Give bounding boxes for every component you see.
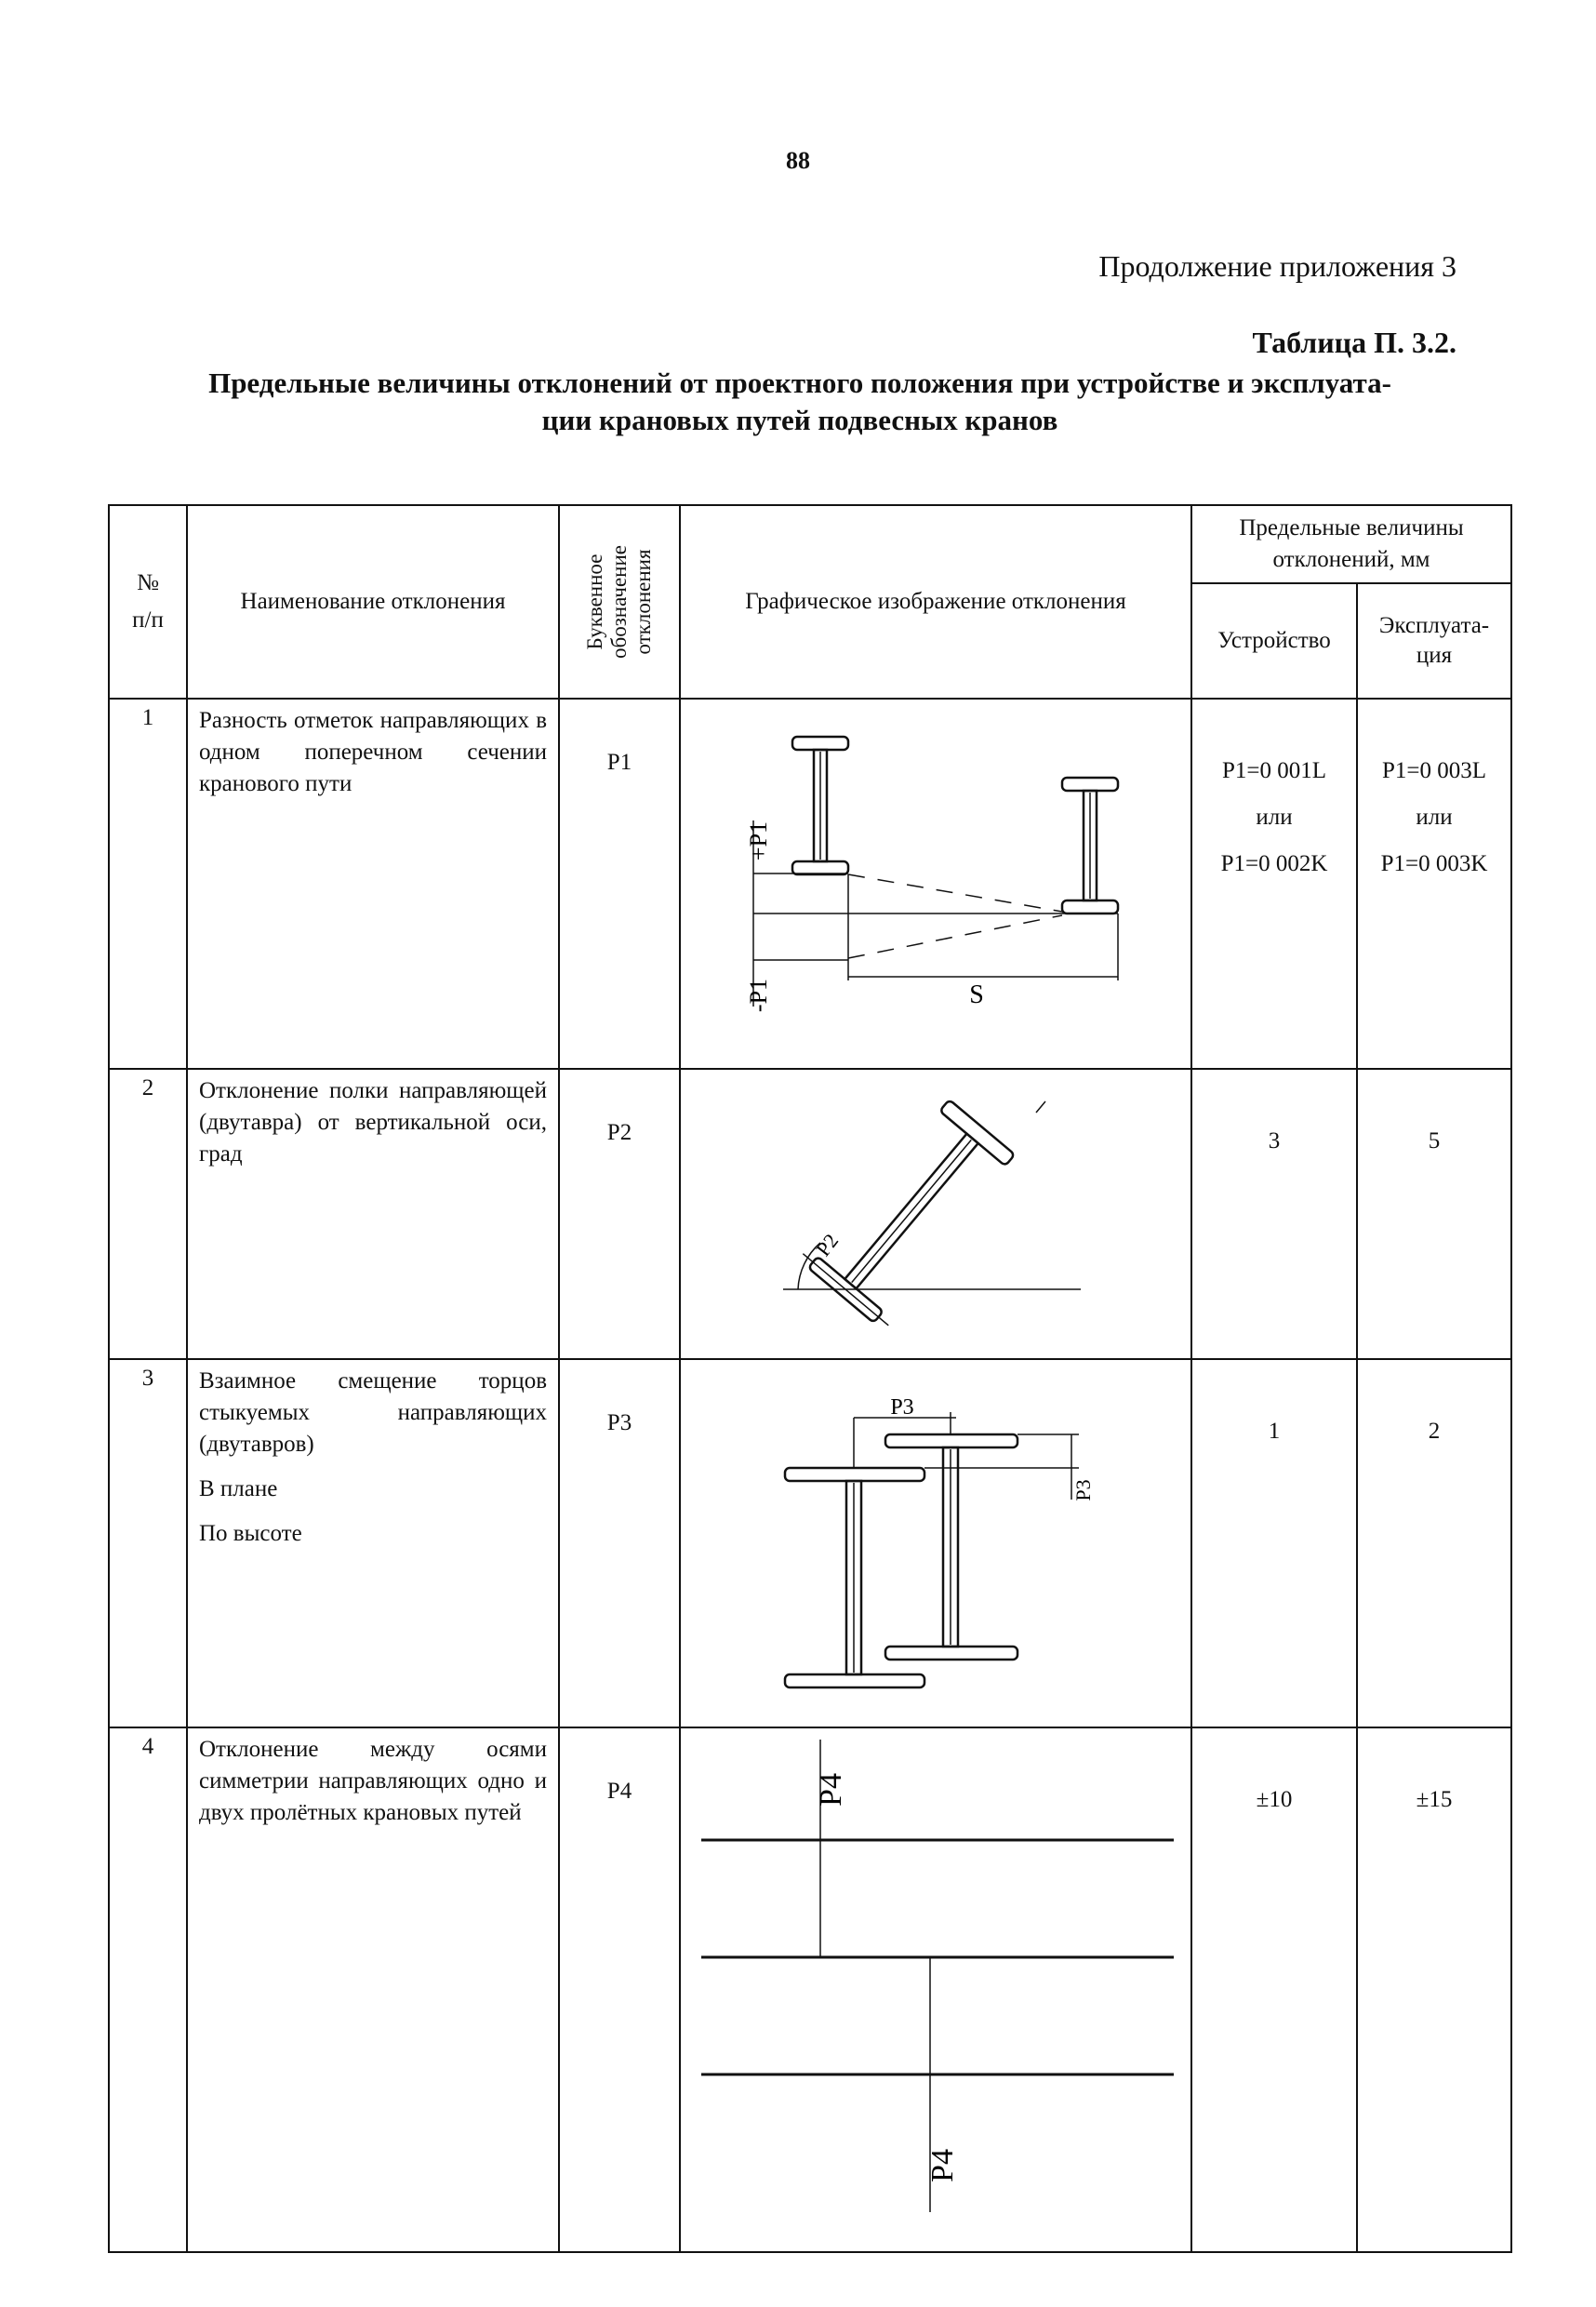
header-code-line-1: Буквенное [583,553,606,650]
row-number: 1 [109,699,187,1069]
graphic-cell [680,1727,1191,2252]
operation-value: ±15 [1357,1727,1511,2252]
header-number-abbr: п/п [132,607,164,633]
label-angle-p2: P2 [811,1229,844,1261]
graphic-cell [680,1359,1191,1727]
deviation-name [187,1359,559,1727]
installation-value: ±10 [1191,1727,1357,2252]
label-p4-bottom: P4 [925,2149,960,2182]
header-limit-line-1: Предельные величины [1239,515,1464,540]
header-operation-line-1: Эксплуата- [1378,613,1490,638]
beam-flange [939,1100,1015,1166]
table-row [109,1359,1511,1727]
deviation-name [187,1069,559,1359]
beam-flange [792,861,848,874]
header-letter-code [559,505,680,699]
beam-flange [785,1674,924,1687]
header-number [109,505,187,699]
operate-or: или [1416,805,1453,830]
sub-item-plan: В плане [199,1476,278,1501]
graphic-cell [680,699,1191,1069]
deviation-name [187,1727,559,2252]
table-title-line-1: Предельные величины отклонений от проектного положения при устройстве и эксплуата- [208,367,1391,399]
header-operation-line-2: ция [1416,643,1453,668]
deviations-table [108,504,1512,2253]
sub-item-height: По высоте [199,1521,302,1546]
beam-flange [792,737,848,750]
label-plus-p1: +P1 [745,820,772,861]
label-p3-plan: P3 [890,1395,914,1420]
letter-code: P3 [559,1359,680,1727]
label-minus-p1: -P1 [745,978,772,1013]
beam-flange [885,1647,1017,1660]
operate-formula-2: P1=0 003K [1380,851,1488,876]
table-title-line-2: ции крановых путей подвесных кранов [541,404,1058,436]
install-or: или [1256,805,1293,830]
row-number: 4 [109,1727,187,2252]
deviation-text: Отклонение между осями симметрии направляющих одно и двух пролётных крановых путей [199,1737,547,1825]
install-formula-2: P1=0 002K [1220,851,1328,876]
figure-p4-axis-offset [681,1728,1192,2255]
table-label: Таблица П. 3.2. [1252,326,1456,359]
header-installation: Устройство [1191,583,1357,699]
header-code-line-2: обозначение [607,545,631,659]
table-row [109,1727,1511,2252]
label-p4-top: P4 [814,1773,848,1807]
table-row [109,699,1511,1069]
header-deviation-name: Наименование отклонения [187,505,559,699]
table-title [130,365,1470,439]
operation-value: 5 [1357,1069,1511,1359]
graphic-cell [680,1069,1191,1359]
tilted-i-beam [798,1091,1025,1331]
beam-flange [1062,900,1118,913]
appendix-continuation: Продолжение приложения 3 [1098,249,1456,283]
beam-flange [1062,778,1118,791]
installation-value [1191,699,1357,1069]
label-span-s: S [969,980,984,1009]
letter-code: P1 [559,699,680,1069]
header-number-symbol: № [137,570,159,595]
installation-value: 1 [1191,1359,1357,1727]
figure-p3-joint-offset [681,1360,1192,1728]
header-limit-values [1191,505,1511,583]
letter-code: P2 [559,1069,680,1359]
header-letter-code-text [583,545,656,659]
row-number: 3 [109,1359,187,1727]
deviation-name [187,699,559,1069]
letter-code: P4 [559,1727,680,2252]
deviation-text: Взаимное смещение торцов стыкуемых направляющих (двутавров) [199,1368,547,1457]
deviation-text: Разность отметок направляющих в одном поперечном сечении кранового пути [199,708,547,796]
header-code-line-3: отклонения [632,549,655,655]
header-graphic: Графическое изображение отклонения [680,505,1191,699]
row-number: 2 [109,1069,187,1359]
table-row [109,1069,1511,1359]
figure-p1-level-difference [681,700,1192,1070]
operation-value [1357,699,1511,1069]
header-operation [1357,583,1511,699]
projection-line [848,874,1062,912]
beam-flange [885,1434,1017,1447]
beam-flange [785,1468,924,1481]
header-limit-line-2: отклонений, мм [1272,547,1430,572]
operation-value: 2 [1357,1359,1511,1727]
operate-formula-1: P1=0 003L [1381,758,1487,783]
page-number: 88 [786,147,810,174]
installation-value: 3 [1191,1069,1357,1359]
label-p3-height: P3 [1071,1479,1095,1501]
projection-line [848,915,1062,958]
install-formula-1: P1=0 001L [1221,758,1327,783]
figure-p2-flange-tilt [681,1070,1192,1360]
deviation-text: Отклонение полки направляющей (двутавра) от вертикальной оси, град [199,1078,547,1167]
